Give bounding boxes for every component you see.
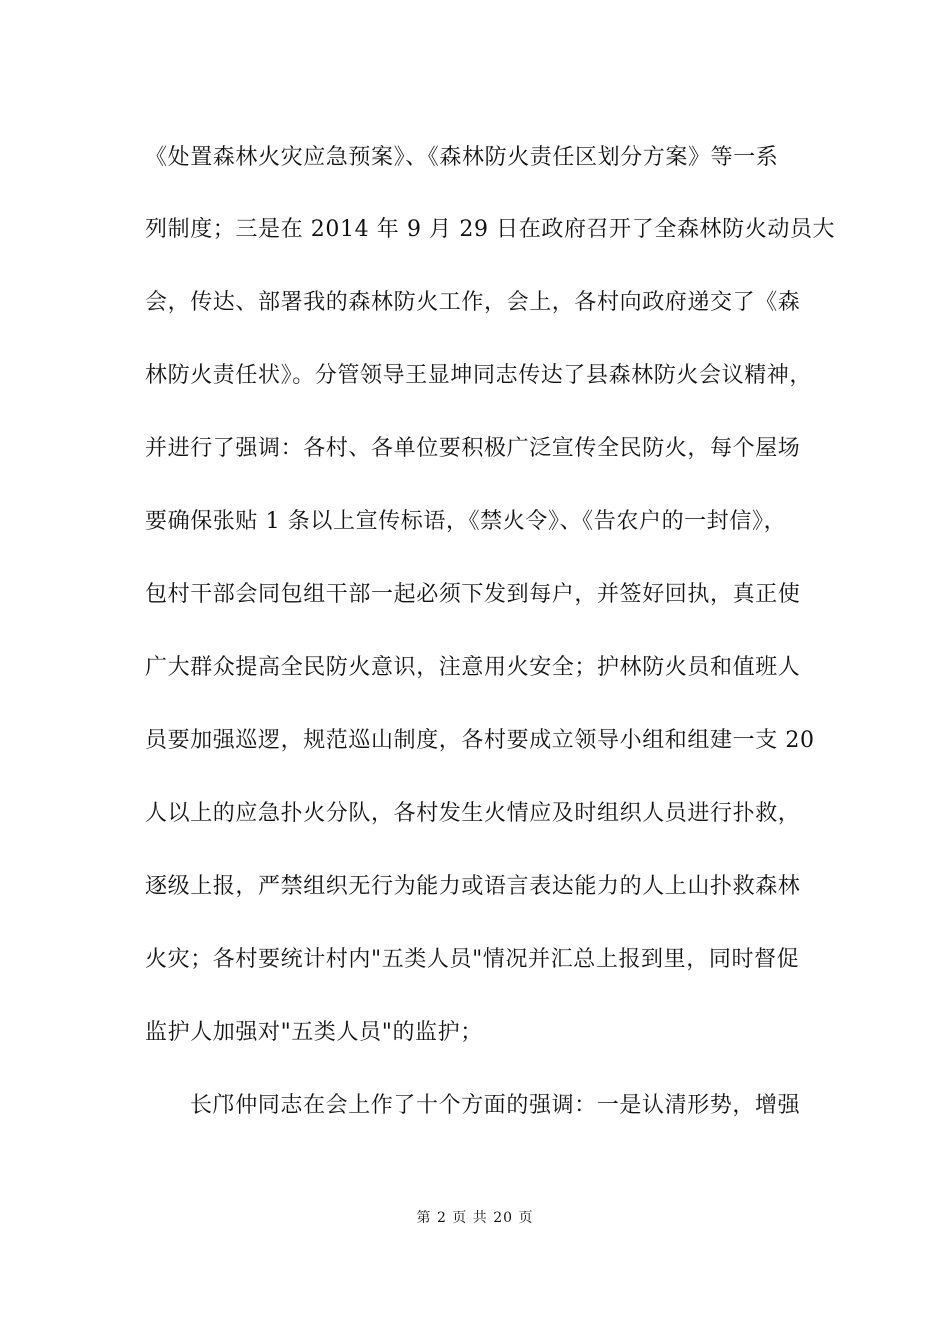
text-line-14: 长邝仲同志在会上作了十个方面的强调：一是认清形势，增强 (190, 1093, 801, 1118)
text-line-5: 并进行了强调：各村、各单位要积极广泛宣传全民防火，每个屋场 (145, 436, 801, 461)
page-number-footer: 第 2 页 共 20 页 (416, 1210, 534, 1226)
text-line-8: 广大群众提高全民防火意识，注意用火安全；护林防火员和值班人 (145, 655, 801, 680)
text-line-2: 列制度；三是在 2014 年 9 月 29 日在政府召开了全森林防火动员大 (145, 217, 836, 242)
text-line-4: 林防火责任状》。分管领导王显坤同志传达了县森林防火会议精神， (145, 363, 813, 388)
text-line-6: 要确保张贴 1 条以上宣传标语，《禁火令》、《告农户的一封信》， (145, 509, 787, 534)
text-line-12: 火灾；各村要统计村内"五类人员"情况并汇总上报到里，同时督促 (145, 947, 800, 972)
text-line-11: 逐级上报，严禁组织无行为能力或语言表达能力的人上山扑救森林 (145, 874, 801, 899)
text-line-7: 包村干部会同包组干部一起必须下发到每户，并签好回执，真正使 (145, 582, 801, 607)
text-line-1: 《处置森林火灾应急预案》、《森林防火责任区划分方案》等一系 (145, 145, 779, 170)
text-line-3: 会，传达、部署我的森林防火工作，会上，各村向政府递交了《森 (145, 290, 801, 315)
text-line-13: 监护人加强对"五类人员"的监护； (145, 1020, 483, 1045)
text-line-10: 人以上的应急扑火分队，各村发生火情应及时组织人员进行扑救， (145, 801, 801, 826)
text-line-9: 员要加强巡逻，规范巡山制度，各村要成立领导小组和组建一支 20 (145, 728, 815, 753)
